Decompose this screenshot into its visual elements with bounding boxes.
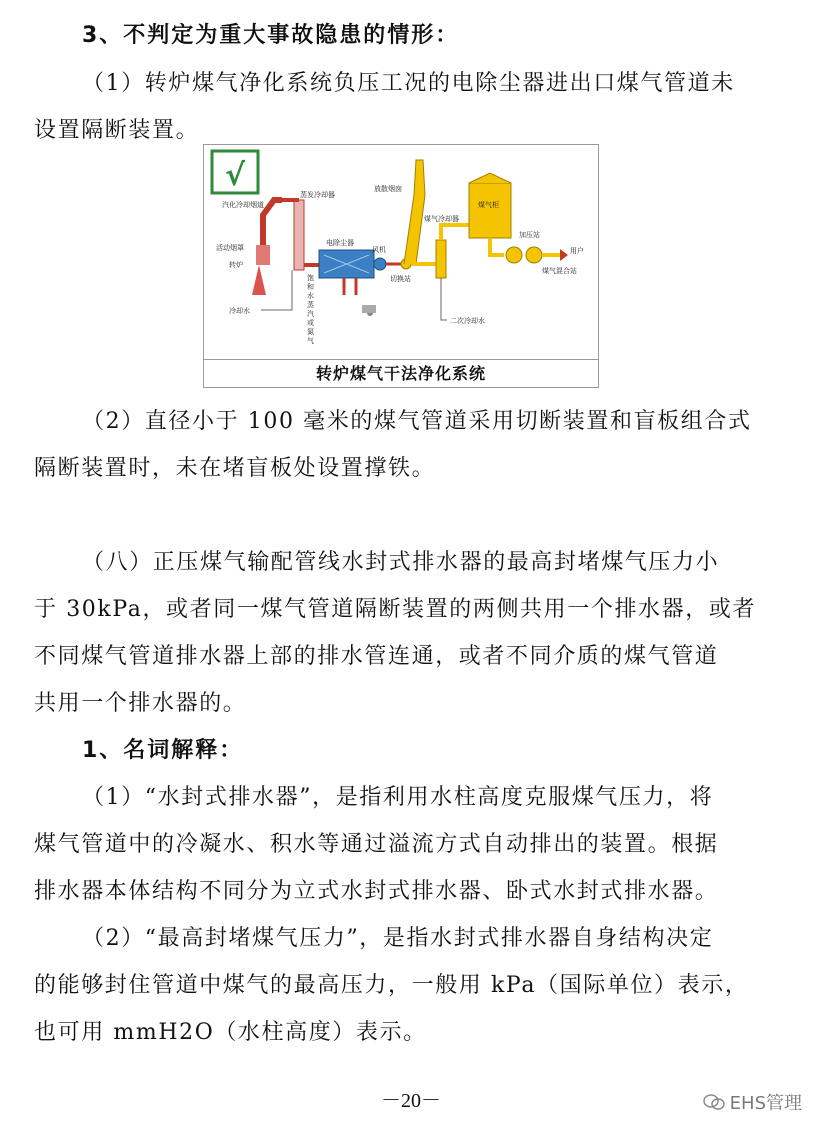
label-switch-station: 切换站: [390, 275, 411, 283]
item1-line1: （1）转炉煤气净化系统负压工况的电除尘器进出口煤气管道未: [82, 71, 735, 96]
converter-shape: [252, 265, 266, 295]
label-mixing: 煤气混合站: [542, 267, 577, 275]
label-gas-holder: 煤气柜: [478, 201, 499, 209]
label-booster: 加压站: [519, 231, 540, 239]
watermark-text: EHS管理: [729, 1093, 802, 1114]
label-secondary-water: 二次冷却水: [450, 317, 485, 325]
label-user: 用户: [570, 247, 584, 255]
section8-line2: 于 30kPa，或者同一煤气管道隔断装置的两侧共用一个排水器，或者: [34, 597, 757, 622]
term1-line3: 排水器本体结构不同分为立式水封式排水器、卧式水封式排水器。: [34, 879, 719, 904]
label-cooling-water: 冷却水: [229, 307, 250, 315]
evap-cooler-shape: [294, 200, 304, 270]
term2-line3: 也可用 mmH2O（水柱高度）表示。: [34, 1020, 427, 1045]
label-converter: 转炉: [229, 261, 243, 269]
item2-line1: （2）直径小于 100 毫米的煤气管道采用切断装置和盲板组合式: [82, 409, 752, 434]
label-converter-flue: 汽化冷却烟道: [222, 201, 264, 209]
section-heading: 3、不判定为重大事故隐患的情形：: [82, 23, 460, 48]
item1-line2: 设置隔断装置。: [34, 118, 200, 143]
label-steam-4: 蒸: [307, 301, 314, 309]
section8-line4: 共用一个排水器的。: [34, 691, 247, 716]
label-steam-7: 氮: [307, 328, 314, 336]
term2-line1: （2）“最高封堵煤气压力”，是指水封式排水器自身结构决定: [82, 926, 714, 951]
diagram-svg: [204, 145, 598, 359]
label-esp: 电除尘器: [326, 239, 354, 247]
term2-line2: 的能够封住管道中煤气的最高压力，一般用 kPa（国际单位）表示，: [34, 973, 749, 998]
hood-shape: [256, 245, 270, 265]
label-steam-1: 饱: [307, 274, 314, 282]
label-hood: 活动烟罩: [216, 244, 244, 252]
label-steam-8: 气: [307, 337, 314, 345]
gas-holder-shape: [469, 183, 511, 238]
check-mark-icon: √: [224, 158, 246, 193]
booster-shape-2: [526, 247, 542, 263]
label-steam-3: 水: [307, 292, 314, 300]
process-diagram: [203, 144, 599, 388]
term1-line2: 煤气管道中的冷凝水、积水等通过溢流方式自动排出的装置。根据: [34, 832, 719, 857]
wechat-icon: [703, 1093, 725, 1111]
label-steam-5: 汽: [307, 310, 314, 318]
gas-cooler-shape: [436, 240, 446, 278]
fan-shape: [374, 258, 386, 270]
label-steam-2: 和: [307, 283, 314, 291]
section8-line3: 不同煤气管道排水器上部的排水管连通，或者不同介质的煤气管道: [34, 644, 719, 669]
user-arrow-icon: [560, 249, 568, 261]
term-heading: 1、名词解释：: [82, 738, 244, 763]
figure-caption: 转炉煤气干法净化系统: [204, 359, 598, 388]
item2-line2: 隔断装置时，未在堵盲板处设置撑铁。: [34, 456, 436, 481]
stack-shape: [404, 160, 425, 264]
label-stack: 放散烟囱: [374, 185, 402, 193]
section8-line1: （八）正压煤气输配管线水封式排水器的最高封堵煤气压力小: [82, 550, 720, 575]
label-fan: 风机: [372, 246, 386, 254]
label-gas-cooler: 煤气冷却器: [424, 215, 459, 223]
flue-pipe: [263, 200, 282, 245]
booster-shape-1: [506, 247, 522, 263]
page-number: －20－: [381, 1090, 441, 1112]
label-evap-cooler: 蒸发冷却器: [300, 191, 335, 199]
term1-line1: （1）“水封式排水器”，是指利用水柱高度克服煤气压力，将: [82, 785, 714, 810]
watermark: [703, 1089, 802, 1115]
label-steam-6: 或: [307, 319, 314, 327]
